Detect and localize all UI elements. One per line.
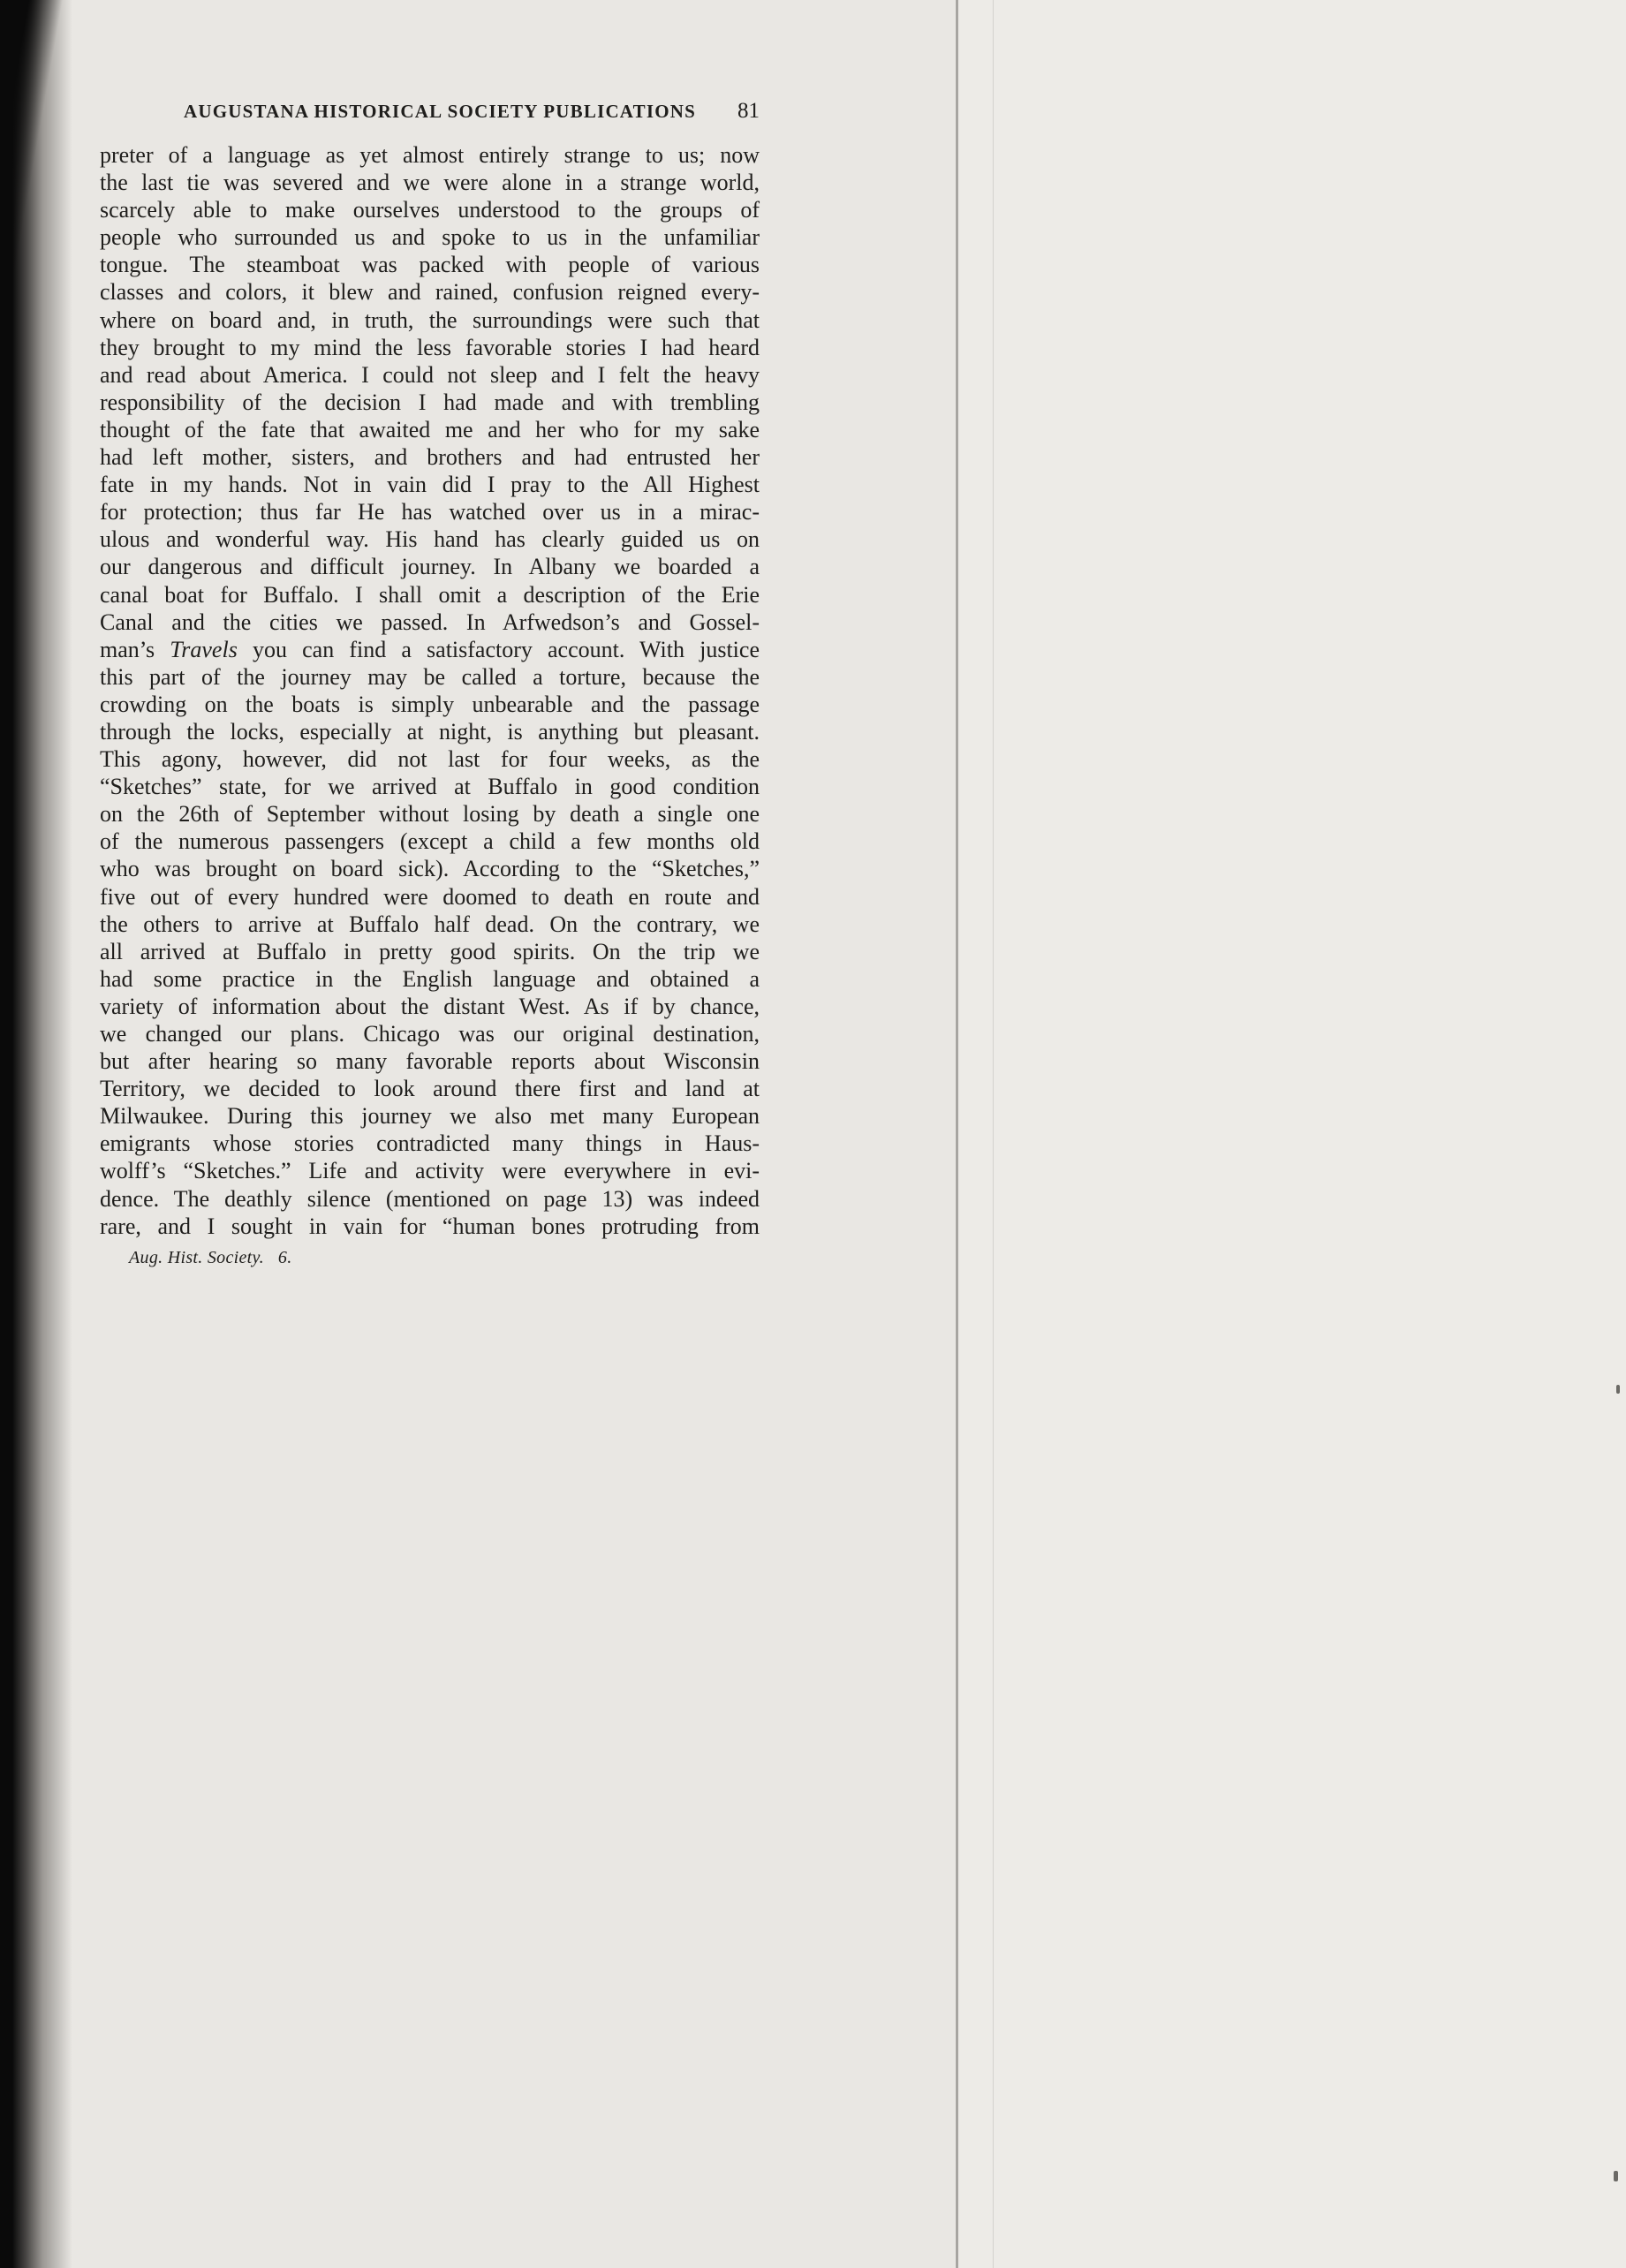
page-edge-line-faint — [993, 0, 994, 2268]
text-line: crowding on the boats is simply unbearable and the passage — [100, 691, 760, 717]
page-header — [100, 99, 760, 129]
imprint-text: Aug. Hist. Society. — [129, 1247, 264, 1267]
text-line: had some practice in the English language and obtained a — [100, 965, 760, 992]
page-number: 81 — [737, 99, 760, 123]
text-line: of the numerous passengers (except a child a few months old — [100, 828, 760, 855]
text-line: Milwaukee. During this journey we also met many European — [100, 1103, 760, 1130]
text-line: who was brought on board sick). According to the “Sketches,” — [100, 856, 760, 882]
text-line: people who surrounded us and spoke to us in the unfamiliar — [100, 224, 760, 251]
text-line: five out of every hundred were doomed to death en route and — [100, 883, 760, 910]
text-line: where on board and, in truth, the surroundings were such that — [100, 306, 760, 333]
text-line: the others to arrive at Buffalo half dead. On the contrary, we — [100, 911, 760, 937]
text-line: fate in my hands. Not in vain did I pray to the All Highest — [100, 472, 760, 498]
text-line: rare, and I sought in vain for “human bones protruding from — [100, 1213, 760, 1239]
imprint-number: 6. — [277, 1247, 292, 1267]
text-line: responsibility of the decision I had made and with trembling — [100, 389, 760, 415]
running-title: AUGUSTANA HISTORICAL SOCIETY PUBLICATIONS — [184, 101, 696, 122]
page-edge-area — [959, 0, 1626, 2268]
text-line: variety of information about the distant West. As if by chance, — [100, 993, 760, 1019]
text-line: we changed our plans. Chicago was our original destination, — [100, 1021, 760, 1047]
binding-gutter-shadow — [0, 0, 72, 2268]
text-line: emigrants whose stories contradicted many things in Haus- — [100, 1130, 760, 1157]
footer-imprint — [100, 1248, 760, 1268]
text-line: but after hearing so many favorable reports about Wisconsin — [100, 1048, 760, 1075]
text-line: man’s Travels you can find a satisfactory account. With justice — [100, 636, 760, 662]
text-line: canal boat for Buffalo. I shall omit a description of the Erie — [100, 581, 760, 608]
text-line: on the 26th of September without losing by death a single one — [100, 801, 760, 828]
text-line: and read about America. I could not sleep and I felt the heavy — [100, 361, 760, 388]
page-content — [100, 99, 760, 1268]
text-line: wolff’s “Sketches.” Life and activity were everywhere in evi- — [100, 1158, 760, 1184]
text-line: had left mother, sisters, and brothers and had entrusted her — [100, 444, 760, 471]
text-line: Canal and the cities we passed. In Arfwedson’s and Gossel- — [100, 609, 760, 635]
text-line: the last tie was severed and we were alone in a strange world, — [100, 170, 760, 196]
text-line: all arrived at Buffalo in pretty good spirits. On the trip we — [100, 938, 760, 964]
text-line: our dangerous and difficult journey. In Albany we boarded a — [100, 554, 760, 580]
text-line: through the locks, especially at night, is anything but pleasant. — [100, 718, 760, 745]
text-line: This agony, however, did not last for four weeks, as the — [100, 746, 760, 773]
text-line: “Sketches” state, for we arrived at Buffalo in good condition — [100, 774, 760, 800]
text-line: preter of a language as yet almost entirely strange to us; now — [100, 142, 760, 168]
text-line: scarcely able to make ourselves understood to the groups of — [100, 197, 760, 223]
text-line: for protection; thus far He has watched over us in a mirac- — [100, 499, 760, 525]
text-line: thought of the fate that awaited me and her who for my sake — [100, 416, 760, 442]
text-line: they brought to my mind the less favorable stories I had heard — [100, 334, 760, 360]
scan-speck — [1614, 2171, 1618, 2181]
text-line: ulous and wonderful way. His hand has clearly guided us on — [100, 526, 760, 553]
scan-speck — [1616, 1385, 1620, 1394]
page-edge-line — [956, 0, 958, 2268]
text-line: tongue. The steamboat was packed with people of various — [100, 252, 760, 278]
text-line: dence. The deathly silence (mentioned on page 13) was indeed — [100, 1185, 760, 1212]
text-line: Territory, we decided to look around there first and land at — [100, 1076, 760, 1102]
text-line: classes and colors, it blew and rained, confusion reigned every- — [100, 279, 760, 306]
body-text — [100, 141, 760, 1240]
text-line: this part of the journey may be called a torture, because the — [100, 663, 760, 690]
